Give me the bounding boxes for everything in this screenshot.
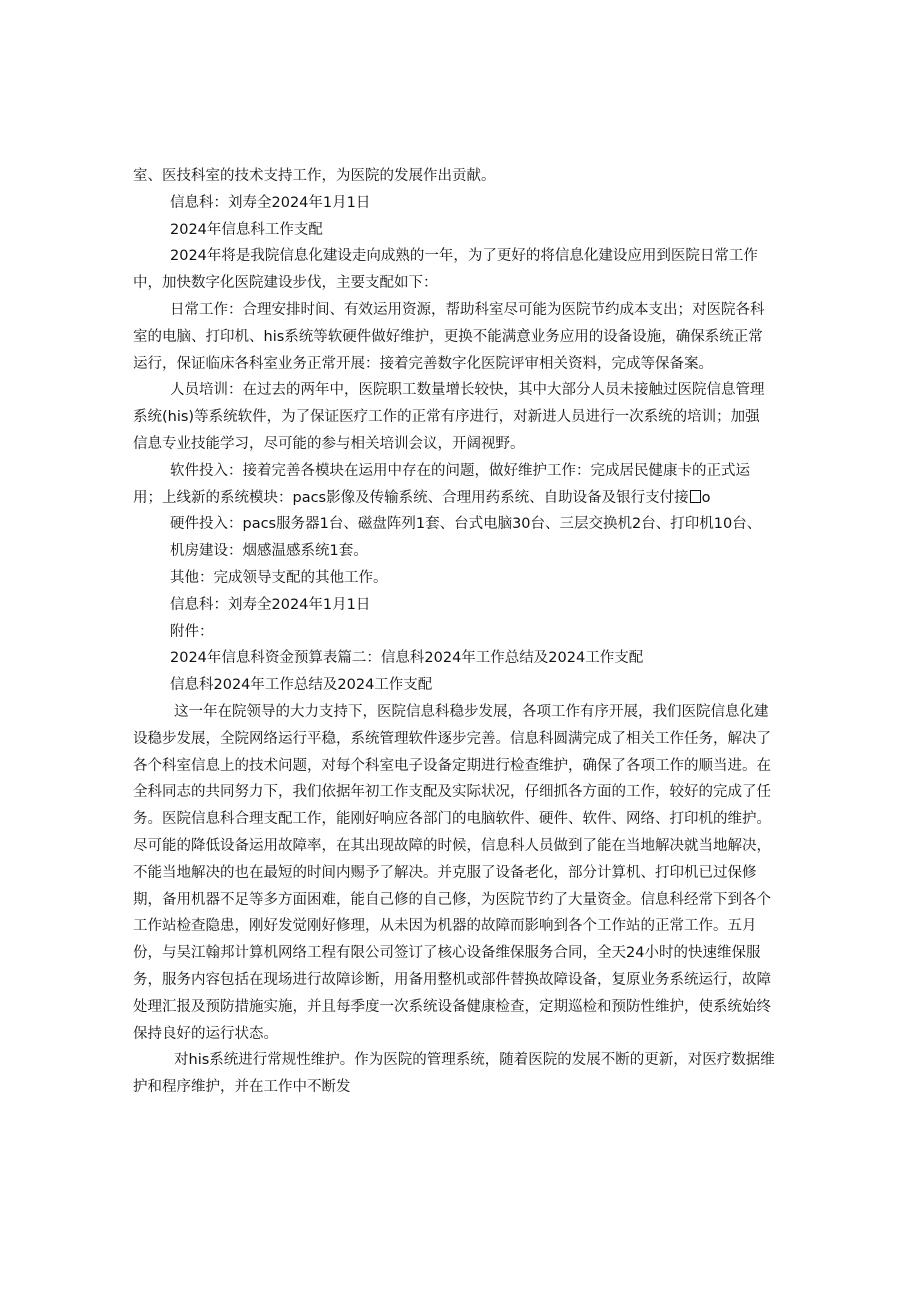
- text-line: 务。医院信息科合理支配工作，能刚好响应各部门的电脑软件、硬件、软件、网络、打印机的维护。: [133, 811, 771, 828]
- text-line: 机房建设：烟感温感系统1套。: [170, 543, 368, 560]
- text-line: 运行，保证临床各科室业务正常开展：接着完善数字化医院评审相关资料，完成等保备案。: [133, 355, 713, 372]
- section-title: 信息科2024年工作总结及2024工作支配: [170, 677, 433, 694]
- text-line-with-mark: [133, 485, 783, 512]
- text-line: 期，备用机器不足等多方面困难，能自己修的自己修，为医院节约了大量资金。信息科经常下到各个: [133, 891, 771, 908]
- text-line: 软件投入：接着完善各模块在运用中存在的问题，做好维护工作：完成居民健康卡的正式运: [170, 462, 750, 479]
- attachment-label: 附件：: [170, 623, 214, 640]
- text-line: 这一年在院领导的大力支持下，医院信息科稳步发展，各项工作有序开展，我们医院信息化建: [174, 703, 769, 720]
- text-line: 不能当地解决的也在最短的时间内赐予了解决。并克服了设备老化，部分计算机、打印机已过保修: [133, 864, 757, 881]
- text-line: 工作站检查隐患，刚好发觉刚好修理，从未因为机器的故障而影响到各个工作站的正常工作。五月: [133, 918, 757, 935]
- text-line: 信息专业技能学习，尽可能的参与相关培训会议，开阔视野。: [133, 435, 525, 452]
- text-line: 2024年信息科资金预算表篇二：信息科2024年工作总结及2024工作支配: [170, 650, 644, 667]
- text-line: 室、医技科室的技术支持工作，为医院的发展作出贡献。: [133, 168, 496, 184]
- text-segment: 用；上线新的系统模块：pacs影像及传输系统、合理用药系统、自助设备及银行支付接: [133, 489, 689, 506]
- text-line: 日常工作：合理安排时间、有效运用资源，帮助科室尽可能为医院节约成本支出；对医院各科: [170, 301, 765, 318]
- text-line: 各个科室信息上的技术问题，对每个科室电子设备定期进行检查维护，确保了各项工作的顺当进。在: [133, 757, 771, 774]
- text-line: 硬件投入：pacs服务器1台、磁盘阵列1套、台式电脑30台、三层交换机2台、打印机10台、: [170, 516, 762, 533]
- text-line: 务，服务内容包括在现场进行故障诊断，用备用整机或部件替换故障设备，复原业务系统运行，故障: [133, 971, 771, 988]
- text-line: 2024年将是我院信息化建设走向成熟的一年，为了更好的将信息化建设应用到医院日常工作: [170, 248, 758, 265]
- text-line: 其他：完成领导支配的其他工作。: [170, 569, 388, 586]
- text-line: 中，加快数字化医院建设步伐，主要支配如下：: [133, 275, 438, 292]
- text-line: 保持良好的运行状态。: [133, 1025, 278, 1042]
- section-title: 2024年信息科工作支配: [170, 221, 323, 238]
- missing-glyph-box-icon: [690, 490, 701, 503]
- text-segment: o: [701, 489, 711, 506]
- text-line: 尽可能的降低设备运用故障率，在其出现故障的时候，信息科人员做到了能在当地解决就当地解决，: [133, 837, 771, 854]
- text-line: 人员培训：在过去的两年中，医院职工数量增长较快，其中大部分人员未接触过医院信息管理: [170, 382, 765, 399]
- text-line: 护和程序维护，并在工作中不断发: [133, 1079, 351, 1096]
- text-line: 系统(his)等系统软件，为了保证医疗工作的正常有序进行，对新进人员进行一次系统的培训；加强: [133, 409, 760, 426]
- text-line: 设稳步发展，全院网络运行平稳，系统管理软件逐步完善。信息科圆满完成了相关工作任务，解决了: [133, 730, 771, 747]
- text-line: 处理汇报及预防措施实施，并且每季度一次系统设备健康检查，定期巡检和预防性维护，使系统始终: [133, 998, 771, 1015]
- signature-line: 信息科：刘寿全2024年1月1日: [170, 596, 371, 613]
- text-line: 室的电脑、打印机、his系统等软硬件做好维护，更换不能满意业务应用的设备设施，确保系统正常: [133, 328, 763, 345]
- document-body: [133, 163, 783, 1101]
- text-line: 份，与吴江翰邦计算机网络工程有限公司签订了核心设备维保服务合同，全天24小时的快速维保服: [133, 945, 761, 962]
- text-line: 全科同志的共同努力下，我们依据年初工作支配及实际状况，仔细抓各方面的工作，较好的完成了任: [133, 784, 771, 801]
- text-line: 对his系统进行常规性维护。作为医院的管理系统，随着医院的发展不断的更新，对医疗数据维: [174, 1052, 775, 1069]
- signature-line: 信息科：刘寿全2024年1月1日: [170, 194, 371, 211]
